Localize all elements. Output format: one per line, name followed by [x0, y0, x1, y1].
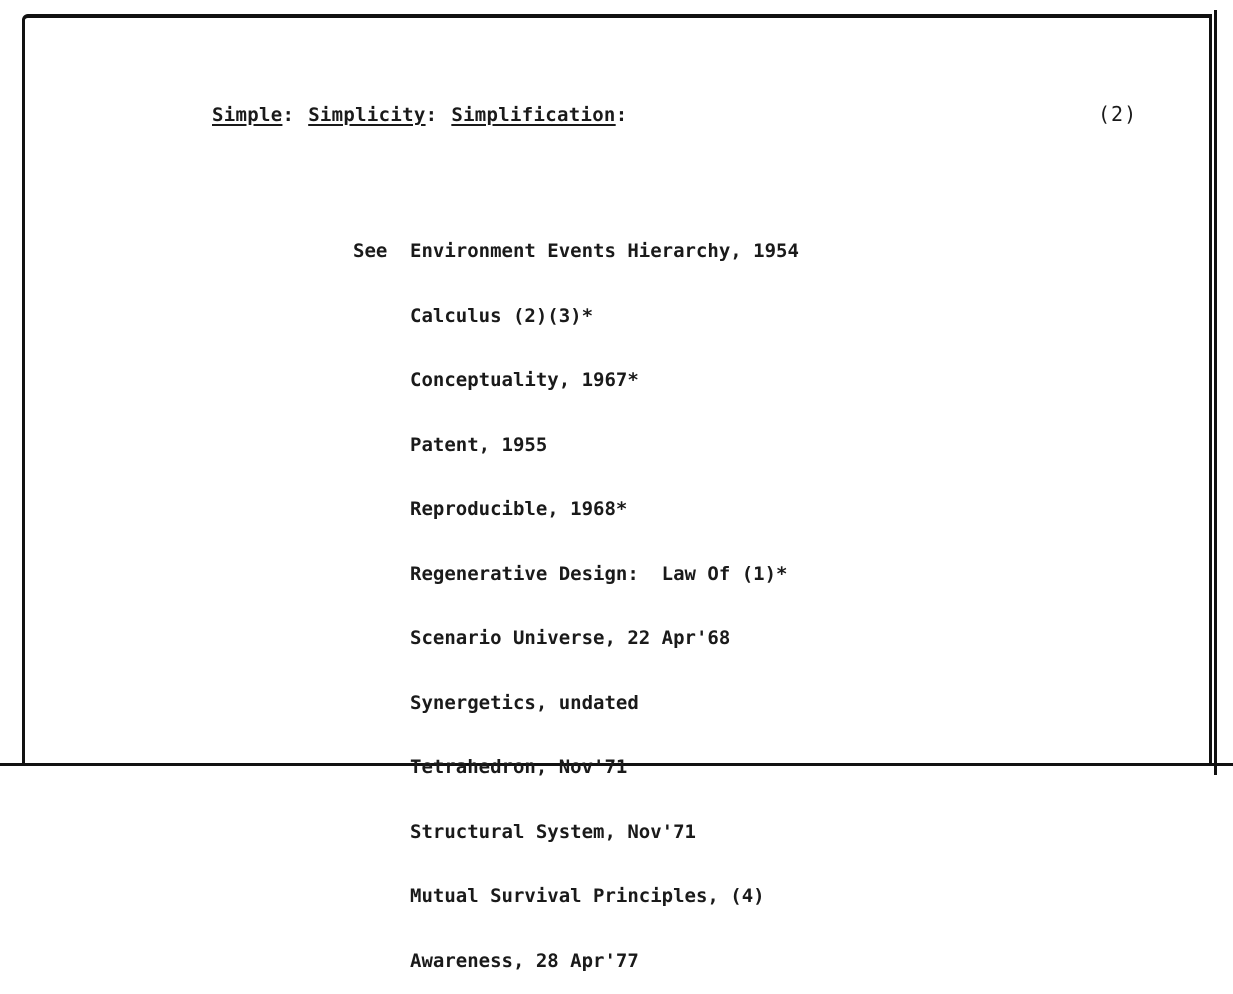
list-item: Structural System, Nov'71: [410, 820, 696, 843]
cross-reference-list: [353, 198, 799, 994]
list-item: Mutual Survival Principles, (4): [410, 885, 765, 907]
list-item: Synergetics, undated: [410, 691, 639, 714]
list-item: Conceptuality, 1967*: [410, 369, 639, 391]
heading-separator: :: [282, 104, 295, 126]
heading-term-simplicity: Simplicity: [308, 104, 426, 126]
heading-separator: :: [615, 104, 628, 126]
see-label: See: [353, 240, 388, 262]
heading-term-simplification: Simplification: [451, 104, 616, 126]
list-item: Tetrahedron, Nov'71: [410, 756, 628, 778]
list-item: Patent, 1955: [410, 433, 548, 456]
card-heading: [212, 104, 627, 126]
heading-separator: :: [425, 104, 438, 126]
list-item: [353, 241, 799, 263]
heading-term-simple: Simple: [212, 104, 283, 126]
list-item: Regenerative Design: Law Of (1)*: [410, 562, 788, 585]
list-item: Awareness, 28 Apr'77: [410, 949, 639, 972]
page-number: (2): [1098, 102, 1138, 126]
list-item: Scenario Universe, 22 Apr'68: [410, 627, 731, 649]
entry-text: Environment Events Hierarchy, 1954: [410, 240, 799, 262]
list-item: Calculus (2)(3)*: [410, 304, 594, 327]
list-item: Reproducible, 1968*: [410, 498, 628, 520]
right-rule: [1214, 10, 1217, 775]
